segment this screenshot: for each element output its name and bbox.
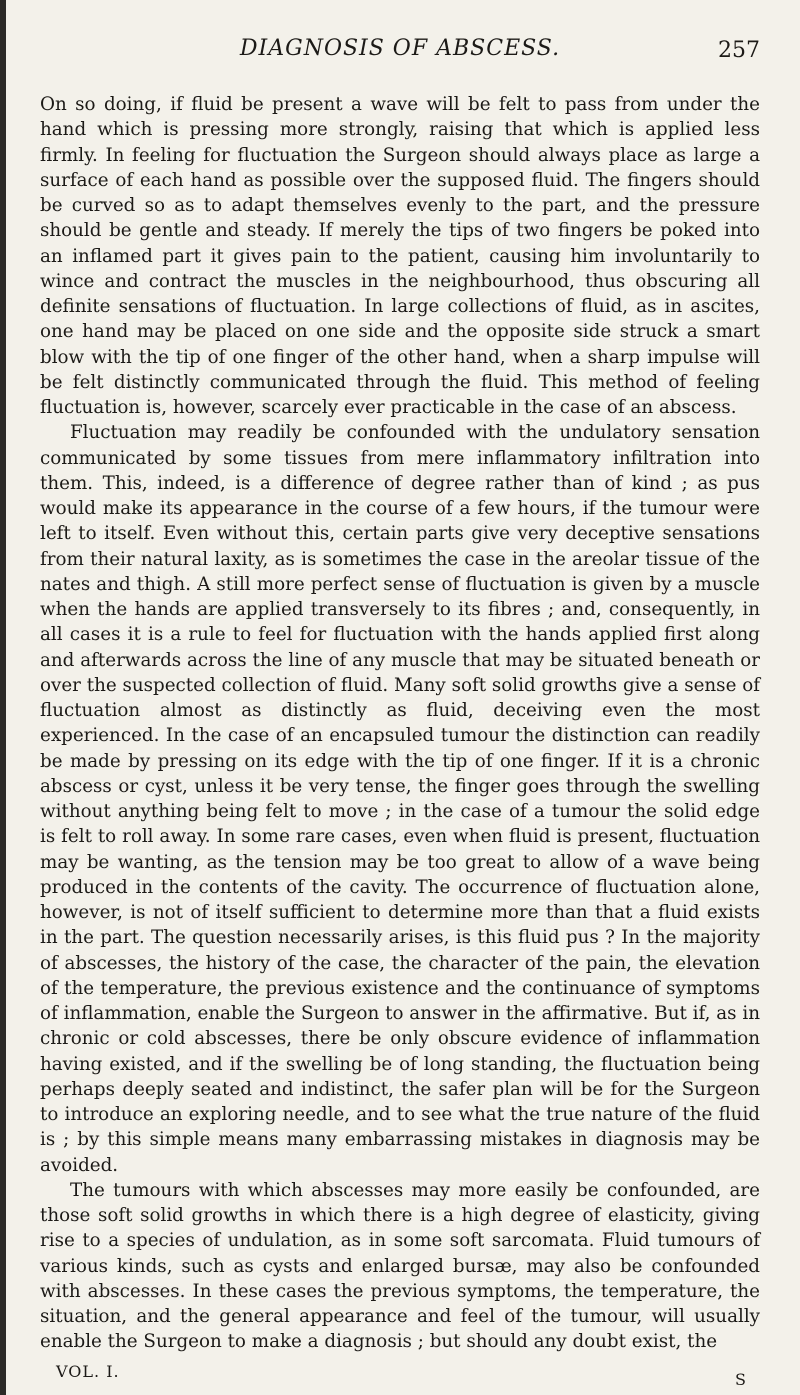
- page-footer: [40, 1362, 760, 1388]
- page-edge-shadow: [0, 0, 6, 1395]
- page-header: [40, 36, 760, 76]
- volume-mark: VOL. I.: [56, 1362, 120, 1381]
- signature-mark: S: [735, 1370, 746, 1389]
- paragraph-1: On so doing, if fluid be present a wave will be felt to pass from under the hand which is pressing more strongly, raising that which is applied less firmly. In feeling for fluctuation the Surgeon should always place as large a surface of each hand as possible over the supposed fluid. The fingers should be curved so as to adapt themselves evenly to the part, and the pressure should be gentle and steady. If merely the tips of two fingers be poked into an inflamed part it gives pain to the patient, causing him involuntarily to wince and contract the muscles in the neighbourhood, thus obscuring all definite sensations of fluctuation. In large collections of fluid, as in ascites, one hand may be placed on one side and the opposite side struck a smart blow with the tip of one finger of the other hand, when a sharp impulse will be felt distinctly communicated through the fluid. This method of feeling fluctuation is, however, scarcely ever practicable in the case of an abscess.: [40, 94, 760, 418]
- paragraph-2: Fluctuation may readily be confounded with the undulatory sensation communicated by some tissues from mere inflammatory infiltration into them. This, indeed, is a difference of degree rather than of kind ; as pus would make its appearance in the course of a few hours, if the tumour were left to itself. Even without this, certain parts give very deceptive sensations from their natural laxity, as is sometimes the case in the areolar tissue of the nates and thigh. A still more perfect sense of fluctuation is given by a muscle when the hands are applied transversely to its fibres ; and, consequently, in all cases it is a rule to feel for fluctuation with the hands applied first along and afterwards across the line of any muscle that may be situated beneath or over the suspected collection of fluid. Many soft solid growths give a sense of fluctuation almost as distinctly as fluid, deceiving even the most experienced. In the case of an encapsuled tumour the distinction can readily be made by pressing on its edge with the tip of one finger. If it is a chronic abscess or cyst, unless it be very tense, the finger goes through the swelling without anything being felt to move ; in the case of a tumour the solid edge is felt to roll away. In some rare cases, even when fluid is present, fluctuation may be wanting, as the tension may be too great to allow of a wave being produced in the contents of the cavity. The occurrence of fluctuation alone, however, is not of itself sufficient to determine more than that a fluid exists in the part. The question necessarily arises, is this fluid pus ? In the majority of abscesses, the history of the case, the character of the pain, the elevation of the temperature, the previous existence and the continuance of symptoms of inflammation, enable the Surgeon to answer in the affirmative. But if, as in chronic or cold abscesses, there be only obscure evidence of inflammation having existed, and if the swelling be of long standing, the fluctuation being perhaps deeply seated and indistinct, the safer plan will be for the Surgeon to introduce an exploring needle, and to see what the true nature of the fluid is ; by this simple means many embarrassing mistakes in diagnosis may be avoided.: [40, 422, 760, 1176]
- body-text: [40, 92, 760, 1355]
- paragraph-3: The tumours with which abscesses may more easily be confounded, are those soft solid growths in which there is a high degree of elasticity, giving rise to a species of undulation, as in some soft sarcomata. Fluid tumours of various kinds, such as cysts and enlarged bursæ, may also be confounded with abscesses. In these cases the previous symptoms, the temperature, the situation, and the general appearance and feel of the tumour, will usually enable the Surgeon to make a diagnosis ; but should any doubt exist, the: [40, 1179, 760, 1353]
- running-head: DIAGNOSIS OF ABSCESS.: [239, 36, 561, 61]
- page-number: 257: [718, 38, 760, 63]
